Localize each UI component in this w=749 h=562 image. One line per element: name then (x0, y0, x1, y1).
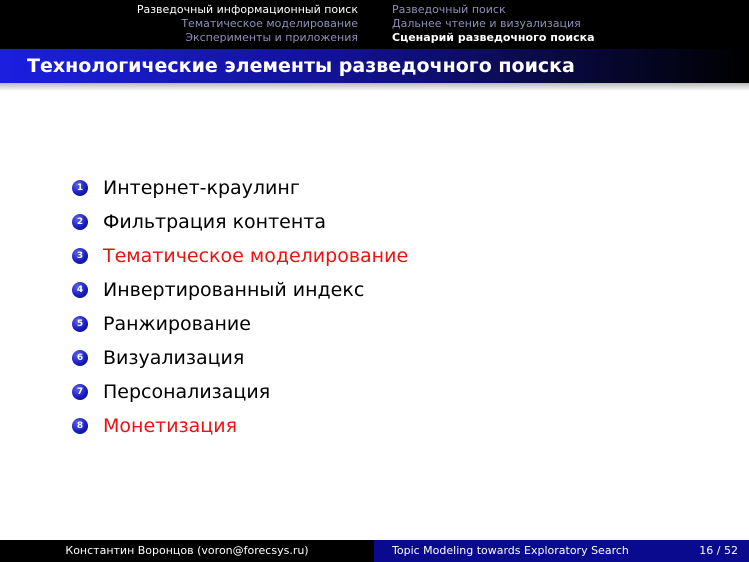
top-navigation-bar (0, 0, 749, 49)
list-item-text: Визуализация (103, 347, 245, 369)
nav-section-topic-modeling[interactable]: Тематическое моделирование (181, 17, 358, 30)
list-item-text: Персонализация (103, 381, 271, 403)
number-bullet-icon: 5 (72, 316, 88, 332)
footer-presentation-title: Topic Modeling towards Exploratory Search (392, 544, 629, 557)
nav-subsection-exploratory-search[interactable]: Разведочный поиск (392, 3, 506, 16)
list-item (72, 409, 408, 443)
list-item-text: Ранжирование (103, 313, 251, 335)
slide-title: Технологические элементы разведочного поиска (27, 55, 575, 77)
number-bullet-icon: 2 (72, 214, 88, 230)
footer-author: Константин Воронцов (voron@forecsys.ru) (65, 544, 309, 557)
number-bullet-icon: 4 (72, 282, 88, 298)
list-item-text-highlighted: Тематическое моделирование (103, 245, 409, 267)
list-item (72, 307, 408, 341)
subsection-navigation (392, 3, 749, 45)
nav-section-exploratory-retrieval[interactable]: Разведочный информационный поиск (136, 3, 358, 16)
enumerated-list (72, 171, 408, 443)
list-item-text: Интернет-краулинг (103, 177, 300, 199)
number-bullet-icon: 8 (72, 418, 88, 434)
list-item-text: Фильтрация контента (103, 211, 326, 233)
list-item (72, 239, 408, 273)
section-navigation (0, 3, 358, 45)
list-item (72, 171, 408, 205)
nav-subsection-search-scenario[interactable]: Сценарий разведочного поиска (392, 31, 595, 44)
number-bullet-icon: 6 (72, 350, 88, 366)
list-item (72, 341, 408, 375)
list-item-text: Инвертированный индекс (103, 279, 365, 301)
number-bullet-icon: 3 (72, 248, 88, 264)
list-item (72, 273, 408, 307)
nav-subsection-distant-reading[interactable]: Дальнее чтение и визуализация (392, 17, 581, 30)
footer-page-number: 16 / 52 (699, 544, 738, 557)
list-item-text-highlighted: Монетизация (103, 415, 238, 437)
number-bullet-icon: 1 (72, 180, 88, 196)
number-bullet-icon: 7 (72, 384, 88, 400)
footer-bar (0, 540, 749, 562)
list-item (72, 205, 408, 239)
nav-section-experiments[interactable]: Эксперименты и приложения (185, 31, 358, 44)
title-bar-shadow (0, 83, 749, 91)
list-item (72, 375, 408, 409)
